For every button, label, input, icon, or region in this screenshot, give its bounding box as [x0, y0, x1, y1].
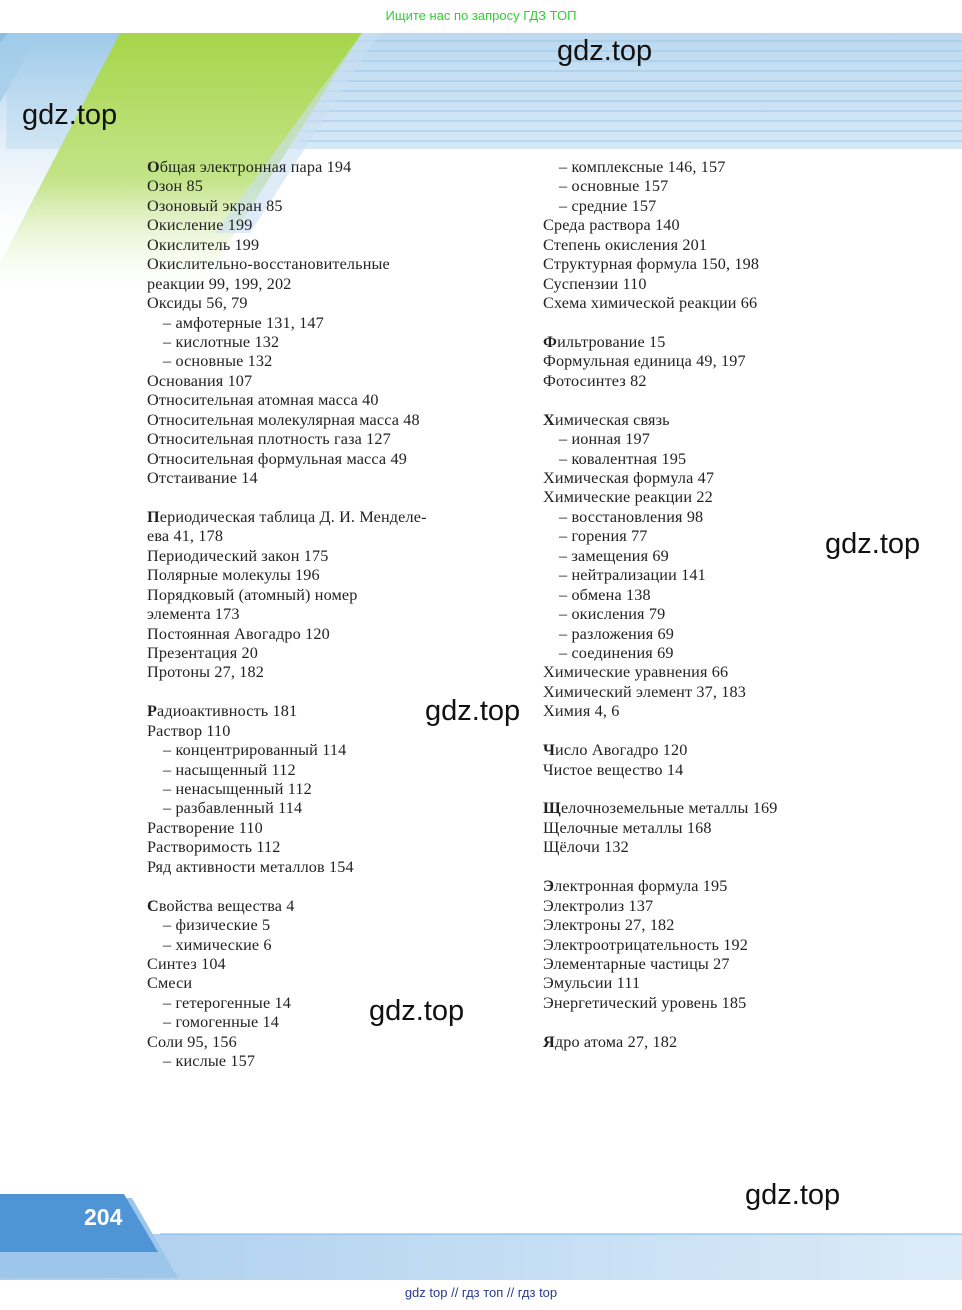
index-entry	[147, 197, 517, 216]
bottom-banner: gdz top // гдз топ // гдз top	[404, 1285, 558, 1300]
index-spacer	[543, 314, 873, 333]
index-entry	[147, 158, 517, 177]
index-spacer	[543, 391, 873, 410]
watermark: gdz.top	[369, 995, 465, 1027]
index-subentry	[543, 197, 873, 216]
index-entry-text: дро атома 27, 182	[554, 1032, 678, 1051]
index-entry-text: Химические уравнения 66	[543, 663, 729, 682]
index-entry	[147, 216, 517, 235]
index-entry-text: Структурная формула 150, 198	[543, 255, 760, 274]
index-subentry	[147, 936, 517, 955]
index-subentry	[147, 761, 517, 780]
index-entry-text: Чистое вещество 14	[543, 760, 684, 779]
index-letter-heading: С	[147, 896, 159, 915]
index-entry-text: – средние 157	[559, 196, 657, 215]
index-spacer	[147, 488, 517, 507]
index-entry-text: Ряд активности металлов 154	[147, 857, 354, 876]
watermark: gdz.top	[825, 528, 921, 560]
index-spacer	[543, 722, 873, 741]
page-number: 204	[84, 1204, 123, 1230]
index-subentry	[543, 430, 873, 449]
index-entry	[147, 547, 517, 566]
index-entry	[147, 372, 517, 391]
index-entry	[543, 897, 873, 916]
index-entry-text: Щёлочи 132	[543, 838, 629, 857]
index-entry-text: бщая электронная пара 194	[159, 158, 352, 176]
index-subentry	[147, 1052, 517, 1071]
index-entry-text: Постоянная Авогадро 120	[147, 624, 330, 643]
index-entry-text: Относительная формульная масса 49	[147, 449, 407, 468]
index-entry-text: – нейтрализации 141	[559, 566, 706, 585]
index-entry-text: Эмульсии 111	[543, 974, 641, 993]
index-entry-text: – кислые 157	[163, 1052, 256, 1071]
index-entry	[147, 294, 517, 313]
index-entry-text: – концентрированный 114	[163, 741, 347, 760]
index-entry-text: Электроотрицательность 192	[543, 935, 748, 954]
index-entry	[147, 838, 517, 857]
index-entry-text: Полярные молекулы 196	[147, 566, 320, 585]
index-entry	[147, 255, 517, 274]
index-entry	[543, 352, 873, 371]
index-entry-text: – химические 6	[163, 935, 272, 954]
index-entry	[147, 644, 517, 663]
index-entry	[543, 1033, 873, 1052]
index-entry-text: – окисления 79	[559, 605, 666, 624]
index-entry-text: – горения 77	[559, 527, 648, 546]
index-entry-text: Окислитель 199	[147, 235, 260, 254]
index-entry-text: – комплексные 146, 157	[559, 158, 726, 176]
footer-decoration	[0, 1190, 962, 1280]
index-entry	[543, 974, 873, 993]
index-entry	[543, 255, 873, 274]
index-entry-text: – амфотерные 131, 147	[163, 313, 324, 332]
top-search-banner: Ищите нас по запросу ГДЗ ТОП	[385, 8, 577, 23]
index-subentry	[147, 916, 517, 935]
index-spacer	[147, 683, 517, 702]
index-entry-text: елочноземельные металлы 169	[560, 799, 778, 818]
index-entry-text: Электроны 27, 182	[543, 916, 675, 935]
index-entry-text: Соли 95, 156	[147, 1032, 237, 1051]
index-subentry	[147, 994, 517, 1013]
index-entry-text: – основные 132	[163, 352, 273, 371]
index-entry-text: реакции 99, 199, 202	[147, 274, 292, 293]
index-entry-text: – восстановления 98	[559, 507, 704, 526]
index-entry-text: Относительная атомная масса 40	[147, 391, 379, 410]
index-entry	[543, 488, 873, 507]
index-entry	[543, 372, 873, 391]
index-subentry	[147, 799, 517, 818]
index-entry-text: Протоны 27, 182	[147, 663, 265, 682]
index-letter-heading: Э	[543, 877, 555, 896]
index-subentry	[147, 780, 517, 799]
index-entry-text: Оксиды 56, 79	[147, 294, 248, 313]
index-subentry	[543, 158, 873, 177]
index-entry	[147, 411, 517, 430]
index-entry-text: – ковалентная 195	[559, 449, 687, 468]
index-entry-text: имическая связь	[554, 410, 670, 429]
index-subentry	[543, 547, 873, 566]
index-entry	[147, 566, 517, 585]
index-entry-text: – ненасыщенный 112	[163, 780, 312, 798]
index-entry-text: Схема химической реакции 66	[543, 294, 758, 313]
index-entry-text: Растворимость 112	[147, 838, 281, 857]
index-spacer	[147, 877, 517, 896]
index-entry	[147, 605, 517, 624]
index-entry	[147, 702, 517, 721]
index-entry-text: Среда раствора 140	[543, 216, 680, 235]
index-entry	[147, 430, 517, 449]
index-entry	[543, 683, 873, 702]
index-entry-text: – гомогенные 14	[163, 1013, 279, 1032]
index-subentry	[147, 741, 517, 760]
index-entry	[543, 294, 873, 313]
index-entry	[147, 527, 517, 546]
index-letter-heading: Х	[543, 410, 555, 429]
index-entry-text: – гетерогенные 14	[163, 993, 291, 1012]
index-entry	[543, 741, 873, 760]
index-entry-text: Щелочные металлы 168	[543, 818, 712, 837]
index-entry-text: адиоактивность 181	[157, 702, 298, 721]
index-entry-text: – кислотные 132	[163, 332, 280, 351]
index-letter-heading: Ч	[543, 741, 556, 760]
index-subentry	[543, 508, 873, 527]
index-entry-text: Презентация 20	[147, 643, 258, 662]
index-entry	[147, 819, 517, 838]
index-subentry	[543, 605, 873, 624]
index-entry-text: – насыщенный 112	[163, 760, 296, 779]
index-letter-heading: П	[147, 507, 160, 526]
index-entry-text: Суспензии 110	[543, 274, 647, 293]
index-entry	[147, 236, 517, 255]
index-entry	[543, 411, 873, 430]
index-subentry	[543, 450, 873, 469]
index-entry-text: – физические 5	[163, 916, 271, 935]
index-subentry	[147, 1013, 517, 1032]
index-entry	[147, 722, 517, 741]
index-entry-text: – обмена 138	[559, 585, 651, 604]
index-entry-text: ериодическая таблица Д. И. Менделе-	[159, 507, 427, 526]
index-entry	[543, 469, 873, 488]
index-entry	[147, 1033, 517, 1052]
index-entry-text: Относительная молекулярная масса 48	[147, 410, 420, 429]
index-entry-text: исло Авогадро 120	[555, 741, 688, 760]
index-entry	[147, 450, 517, 469]
index-entry	[543, 994, 873, 1013]
index-entry-text: Растворение 110	[147, 818, 263, 837]
index-entry-text: – основные 157	[559, 177, 669, 196]
index-entry-text: Химия 4, 6	[543, 702, 620, 721]
index-entry-text: – замещения 69	[559, 546, 669, 565]
index-entry-text: Периодический закон 175	[147, 546, 329, 565]
watermark: gdz.top	[425, 695, 521, 727]
index-entry-text: Энергетический уровень 185	[543, 993, 747, 1012]
index-column-left	[147, 158, 517, 1072]
index-subentry	[543, 527, 873, 546]
index-subentry	[147, 333, 517, 352]
index-entry	[543, 819, 873, 838]
index-letter-heading: О	[147, 158, 160, 176]
index-entry-text: – разбавленный 114	[163, 799, 303, 818]
index-entry	[147, 177, 517, 196]
index-entry-text: Формульная единица 49, 197	[543, 352, 746, 371]
index-entry-text: Степень окисления 201	[543, 235, 708, 254]
index-entry-text: Химическая формула 47	[543, 469, 715, 487]
index-subentry	[543, 177, 873, 196]
index-entry-text: Порядковый (атомный) номер	[147, 585, 358, 604]
index-entry-text: Окислительно-восстановительные	[147, 255, 390, 274]
index-entry	[147, 469, 517, 488]
index-entry-text: – соединения 69	[559, 643, 674, 662]
index-entry	[543, 916, 873, 935]
index-subentry	[147, 314, 517, 333]
index-entry-text: Озоновый экран 85	[147, 196, 283, 215]
index-entry-text: – ионная 197	[559, 430, 650, 449]
index-entry-text: Химические реакции 22	[543, 488, 713, 507]
index-subentry	[147, 352, 517, 371]
index-entry-text: Относительная плотность газа 127	[147, 430, 391, 449]
index-subentry	[543, 644, 873, 663]
index-entry	[147, 858, 517, 877]
index-entry-text: Смеси	[147, 974, 193, 993]
index-entry-text: Раствор 110	[147, 721, 231, 740]
index-entry	[543, 955, 873, 974]
index-entry	[147, 897, 517, 916]
index-entry-text: Фотосинтез 82	[543, 371, 647, 390]
index-entry	[543, 838, 873, 857]
index-entry	[543, 333, 873, 352]
index-entry	[543, 877, 873, 896]
index-entry	[147, 625, 517, 644]
index-entry	[147, 955, 517, 974]
index-entry	[147, 974, 517, 993]
index-entry	[543, 799, 873, 818]
index-subentry	[543, 586, 873, 605]
index-entry	[543, 702, 873, 721]
index-spacer	[543, 1013, 873, 1032]
index-entry	[543, 216, 873, 235]
index-entry-text: ева 41, 178	[147, 527, 224, 546]
index-entry	[147, 508, 517, 527]
index-subentry	[543, 625, 873, 644]
index-entry	[147, 663, 517, 682]
index-entry-text: лектронная формула 195	[554, 877, 728, 896]
watermark: gdz.top	[745, 1179, 841, 1211]
index-entry-text: Электролиз 137	[543, 896, 654, 915]
index-entry	[543, 275, 873, 294]
index-letter-heading: Ф	[543, 332, 558, 351]
index-entry	[147, 391, 517, 410]
index-letter-heading: Щ	[543, 799, 561, 818]
index-subentry	[543, 566, 873, 585]
index-entry-text: элемента 173	[147, 605, 240, 624]
index-entry-text: – разложения 69	[559, 624, 674, 643]
index-column-right	[543, 158, 873, 1052]
watermark: gdz.top	[22, 99, 118, 131]
index-entry-text: Элементарные частицы 27	[543, 954, 730, 973]
index-spacer	[543, 780, 873, 799]
index-entry	[543, 663, 873, 682]
index-entry-text: ильтрование 15	[557, 332, 666, 351]
index-spacer	[543, 858, 873, 877]
index-entry-text: Химический элемент 37, 183	[543, 682, 747, 701]
index-entry-text: Основания 107	[147, 371, 253, 390]
index-letter-heading: Я	[543, 1032, 555, 1051]
index-entry-text: Окисление 199	[147, 216, 253, 235]
index-entry	[543, 936, 873, 955]
index-entry	[147, 275, 517, 294]
index-letter-heading: Р	[147, 702, 158, 721]
index-entry	[543, 236, 873, 255]
index-entry-text: Синтез 104	[147, 954, 226, 973]
watermark: gdz.top	[557, 35, 653, 67]
index-entry-text: Отстаивание 14	[147, 469, 258, 487]
index-entry-text: войства вещества 4	[158, 896, 295, 915]
index-entry	[543, 761, 873, 780]
index-entry	[147, 586, 517, 605]
index-entry-text: Озон 85	[147, 177, 204, 196]
